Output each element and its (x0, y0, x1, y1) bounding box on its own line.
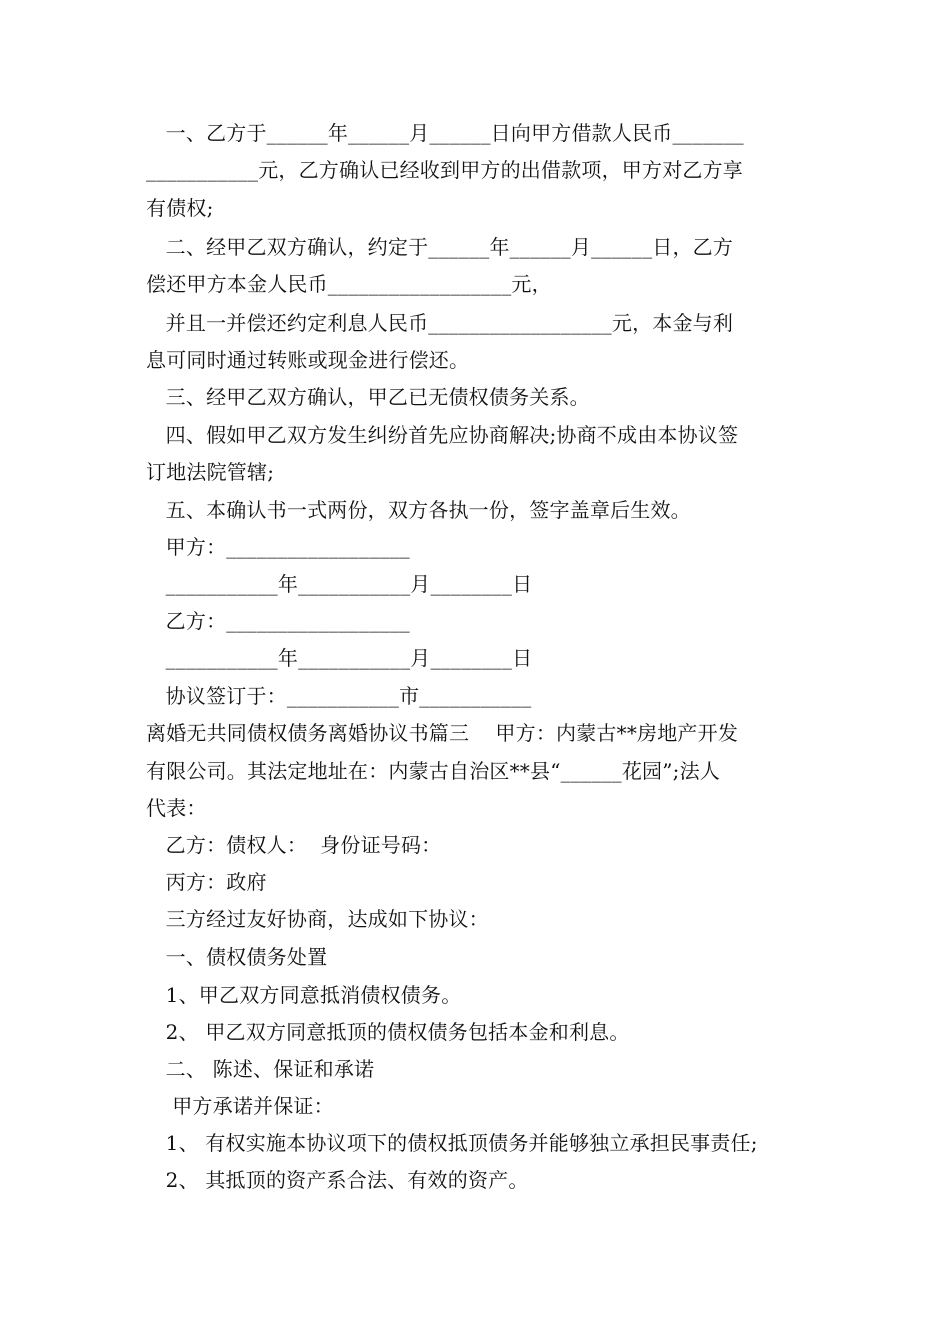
text-line: 息可同时通过转账或现金进行偿还。 (146, 348, 470, 372)
text-line: 四、假如甲乙双方发生纠纷首先应协商解决;协商不成由本协议签 (146, 423, 739, 447)
text-line: 有债权; (146, 196, 214, 220)
text-line: 偿还甲方本金人民币__________________元， (146, 272, 552, 296)
text-line: 丙方：政府 (146, 870, 267, 894)
text-line: 并且一并偿还约定利息人民币__________________元，本金与利 (146, 311, 734, 335)
text-line: 1、 有权实施本协议项下的债权抵顶债务并能够独立承担民事责任; (146, 1131, 758, 1155)
text-line: 一、乙方于______年______月______日向甲方借款人民币_______ (146, 121, 744, 145)
text-line: 1、甲乙双方同意抵消债权债务。 (146, 983, 462, 1007)
signing-location-line: 协议签订于：___________市___________ (146, 684, 532, 708)
text-line: 二、 陈述、保证和承诺 (146, 1057, 375, 1081)
text-line: 甲方承诺并保证： (146, 1094, 334, 1118)
date-line: ___________年___________月________日 (146, 646, 533, 670)
text-line: 有限公司。其法定地址在：内蒙古自治区**县“______花园”;法人 (146, 759, 720, 783)
signature-line-party-b: 乙方：__________________ (146, 609, 410, 633)
text-line: 乙方：债权人： 身份证号码： (146, 833, 442, 857)
text-line: 2、 其抵顶的资产系合法、有效的资产。 (146, 1168, 529, 1192)
text-line: 2、 甲乙双方同意抵顶的债权债务包括本金和利息。 (146, 1020, 630, 1044)
section-heading: 离婚无共同债权债务离婚协议书篇三 甲方：内蒙古**房地产开发 (146, 721, 739, 745)
date-line: ___________年___________月________日 (146, 572, 533, 596)
text-line: 代表： (146, 796, 207, 820)
text-line: 五、本确认书一式两份，双方各执一份，签字盖章后生效。 (146, 498, 691, 522)
text-line: 二、经甲乙双方确认，约定于______年______月______日，乙方 (146, 235, 734, 259)
signature-line-party-a: 甲方：__________________ (146, 535, 410, 559)
text-line: 一、债权债务处置 (146, 945, 328, 969)
text-line: 三方经过友好协商，达成如下协议： (146, 907, 489, 931)
text-line: 订地法院管辖; (146, 460, 275, 484)
text-line: ___________元，乙方确认已经收到甲方的出借款项，甲方对乙方享 (146, 158, 743, 182)
text-line: 三、经甲乙双方确认，甲乙已无债权债务关系。 (146, 385, 590, 409)
